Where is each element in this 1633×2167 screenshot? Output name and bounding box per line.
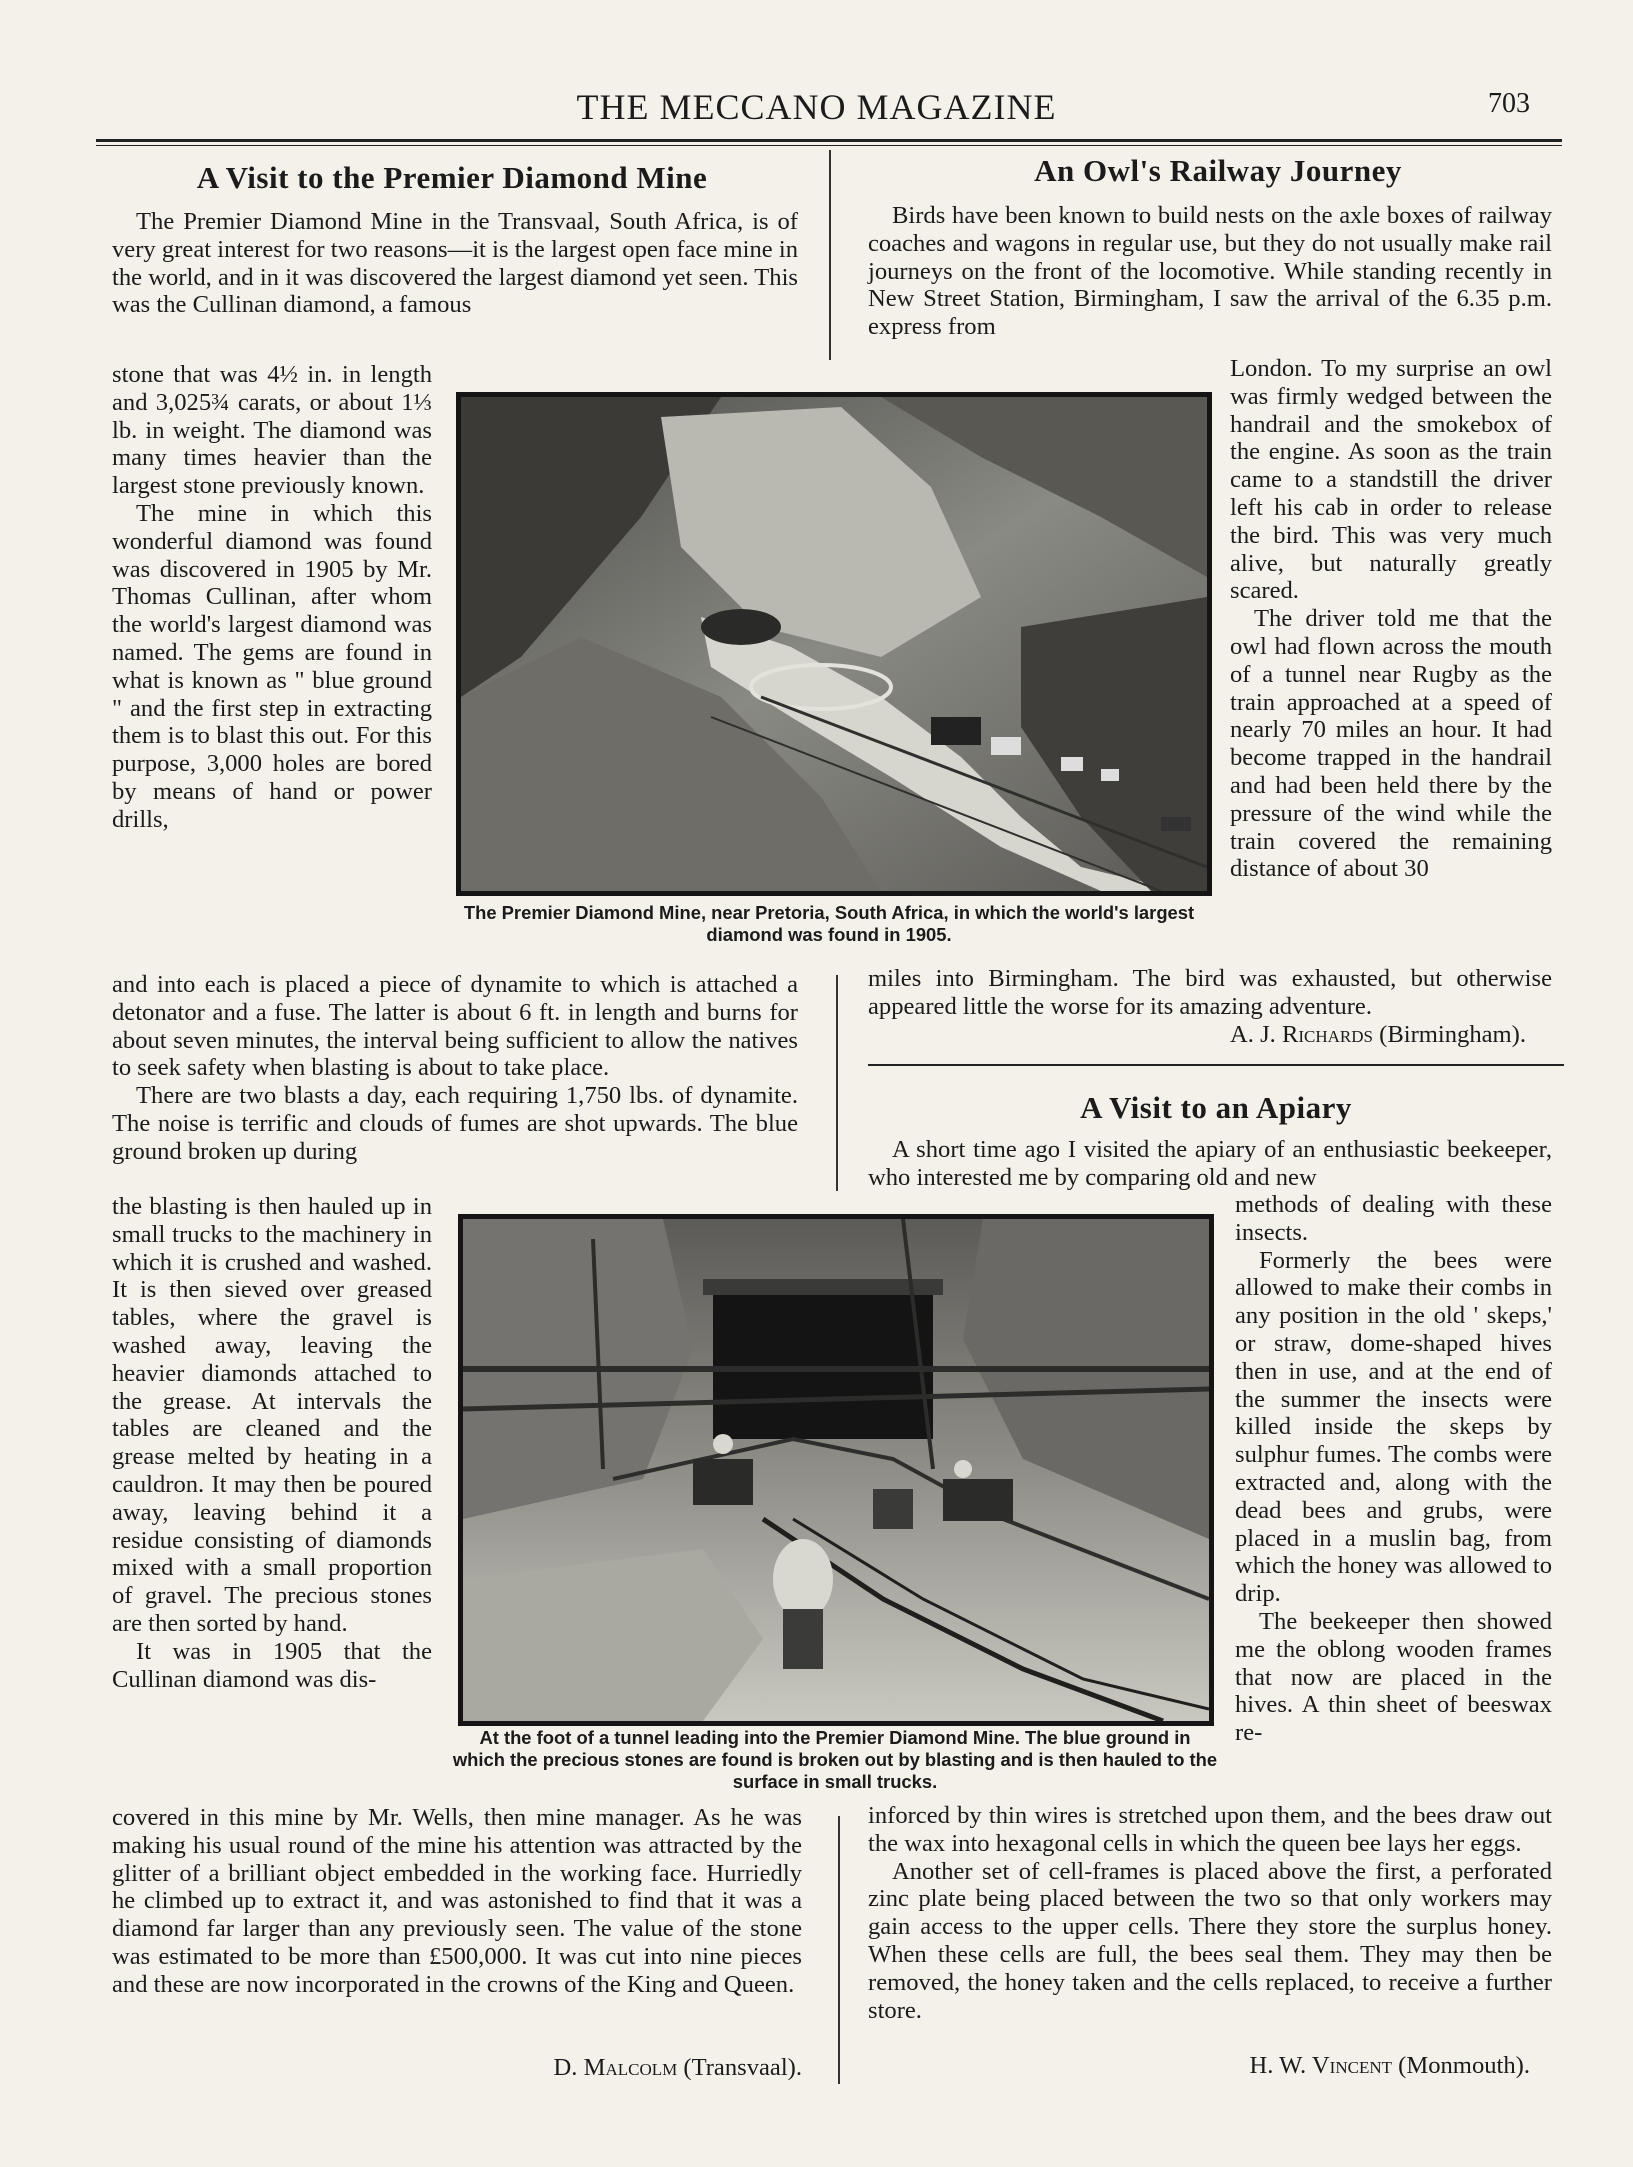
apiary-paragraph-4-full: Another set of cell-frames is placed above the first, a perforated zinc plate being placed between the two so that only workers may gain access to the upper cells. There they store the surplus honey. When these cells are full, the bees seal them. They may then be removed, the honey taken and the cells replaced, to receive a further store. — [868, 1857, 1552, 2024]
owl-paragraph-2-full: miles into Birmingham. The bird was exhausted, but otherwise appeared little the worse for its amazing adventure. — [868, 965, 1552, 1020]
diamond-paragraph-1-top: The Premier Diamond Mine in the Transvaal, South Africa, is of very great interest for two reasons—it is the largest open face mine in the world, and in it was discovered the largest diamond yet seen. This was the Cullinan diamond, a famous — [112, 208, 798, 319]
mine-aerial-caption: The Premier Diamond Mine, near Pretoria, South Africa, in which the world's largest diamond was found in 1905. — [463, 902, 1195, 945]
tunnel-illustration — [463, 1219, 1209, 1721]
diamond-paragraph-2-full: and into each is placed a piece of dynamite to which is attached a detonator and a fuse. The latter is about 6 ft. in length and burns for about seven minutes, the interval being sufficient to allow the natives to seek safety when blasting is about to take place. — [112, 971, 798, 1082]
apiary-paragraph-2-side: Formerly the bees were allowed to make their combs in any position in the old ' skeps,' or straw, dome-shaped hives then in use, and at the end of the summer the insects were killed inside the skeps by sulphur fumes. The combs were extracted and, along with the dead bees and grubs, were placed in a muslin bag, from which the honey was allowed to drip. — [1235, 1246, 1552, 1608]
diamond-paragraph-4-side: It was in 1905 that the Cullinan diamond was dis- — [112, 1637, 432, 1693]
apiary-signature — [1100, 2052, 1530, 2080]
diamond-middle-block — [112, 971, 798, 1166]
owl-signature-place: (Birmingham). — [1379, 1021, 1526, 1048]
column-rule-top — [829, 150, 831, 360]
owl-bottom-block — [868, 965, 1552, 1021]
owl-signature — [1080, 1021, 1526, 1049]
tunnel-caption: At the foot of a tunnel leading into the Premier Diamond Mine. The blue ground in which the precious stones are found is broken out by blasting and is then hauled to the surface in small trucks. — [452, 1727, 1218, 1792]
owl-intro-block — [868, 202, 1552, 341]
diamond-signature-name: D. Malcolm — [553, 2054, 678, 2081]
diamond-paragraph-2-side: The mine in which this wonderful diamond was found was discovered in 1905 by Mr. Thomas Cullinan, after whom the world's largest diamond was named. The gems are found in what is known as " blue ground " and the first step in extracting them is to blast this out. For this purpose, 3,000 holes are bored by means of hand or power drills, — [112, 499, 432, 833]
apiary-signature-name: H. W. Vincent — [1249, 2052, 1392, 2079]
owl-paragraph-2-side: The driver told me that the owl had flown across the mouth of a tunnel near Rugby as the train approached at a speed of nearly 70 miles an hour. It had become trapped in the handrail and had been held there by the pressure of the wind while the train covered the remaining distance of about 30 — [1230, 605, 1552, 883]
magazine-title: THE MECCANO MAGAZINE — [576, 87, 1057, 127]
owl-apiary-separator — [868, 1064, 1564, 1066]
header-rule-thin — [96, 145, 1562, 146]
apiary-paragraph-1-top: A short time ago I visited the apiary of an enthusiastic beekeeper, who interested me by comparing old and new — [868, 1136, 1552, 1191]
apiary-intro-block — [868, 1136, 1552, 1192]
diamond-paragraph-1-side: stone that was 4½ in. in length and 3,025¾ carats, or about 1⅓ lb. in weight. The diamond was many times heavier than the largest stone previously known. — [112, 361, 432, 500]
header-rule-thick — [96, 139, 1562, 142]
apiary-bottom-block — [868, 1802, 1552, 2024]
diamond-paragraph-3-side: the blasting is then hauled up in small trucks to the machinery in which it is crushed and washed. It is then sieved over greased tables, where the gravel is washed away, leaving the heavier diamonds attached to the grease. At intervals the tables are cleaned and the grease melted by heating in a cauldron. It may then be poured away, leaving behind it a residue consisting of diamonds mixed with a small proportion of gravel. The precious stones are then sorted by hand. — [112, 1193, 432, 1637]
page-number: 703 — [1488, 88, 1530, 119]
diamond-side-block — [112, 361, 432, 834]
mine-aerial-photo — [456, 392, 1212, 896]
apiary-paragraph-3-side: The beekeeper then showed me the oblong wooden frames that now are placed in the hives. A thin sheet of beeswax re- — [1235, 1607, 1552, 1747]
mine-aerial-illustration — [461, 397, 1207, 891]
diamond-lower-side-block — [112, 1193, 432, 1693]
owl-paragraph-1-top: Birds have been known to build nests on the axle boxes of railway coaches and wagons in regular use, but they do not usually make rail journeys on the front of the locomotive. While standing recently in New Street Station, Birmingham, I saw the arrival of the 6.35 p.m. express from — [868, 202, 1552, 341]
apiary-paragraph-1-side: methods of dealing with these insects. — [1235, 1191, 1552, 1246]
diamond-signature-place: (Transvaal). — [683, 2054, 802, 2081]
diamond-intro-block — [112, 208, 798, 319]
column-rule-bottom — [838, 1816, 840, 2084]
apiary-paragraph-3-full: inforced by thin wires is stretched upon them, and the bees draw out the wax into hexagonal cells in which the queen bee lays her eggs. — [868, 1802, 1552, 1857]
apiary-side-block — [1235, 1191, 1552, 1747]
owl-signature-name: A. J. Richards — [1230, 1021, 1373, 1048]
diamond-signature — [440, 2054, 802, 2082]
owl-article-title: An Owl's Railway Journey — [1034, 153, 1402, 188]
apiary-article-title: A Visit to an Apiary — [1080, 1090, 1352, 1125]
tunnel-photo — [458, 1214, 1214, 1726]
owl-paragraph-1-side: London. To my surprise an owl was firmly wedged between the handrail and the smokebox of the engine. As soon as the train came to a standstill the driver left his cab in order to release the bird. This was very much alive, but naturally greatly scared. — [1230, 355, 1552, 605]
diamond-paragraph-3-full: There are two blasts a day, each requiring 1,750 lbs. of dynamite. The noise is terrific and clouds of fumes are shot upwards. The blue ground broken up during — [112, 1082, 798, 1165]
diamond-bottom-block — [112, 1804, 802, 1999]
column-rule-middle — [836, 975, 838, 1191]
diamond-article-title: A Visit to the Premier Diamond Mine — [196, 160, 708, 195]
apiary-signature-place: (Monmouth). — [1398, 2052, 1530, 2079]
diamond-paragraph-4-full: covered in this mine by Mr. Wells, then mine manager. As he was making his usual round of the mine his attention was attracted by the glitter of a brilliant object embedded in the working face. Hurriedly he climbed up to extract it, and was astonished to find that it was a diamond far larger than any previously seen. The value of the stone was estimated to be more than £500,000. It was cut into nine pieces and these are now incorporated in the crowns of the King and Queen. — [112, 1804, 802, 1998]
owl-side-block — [1230, 355, 1552, 883]
